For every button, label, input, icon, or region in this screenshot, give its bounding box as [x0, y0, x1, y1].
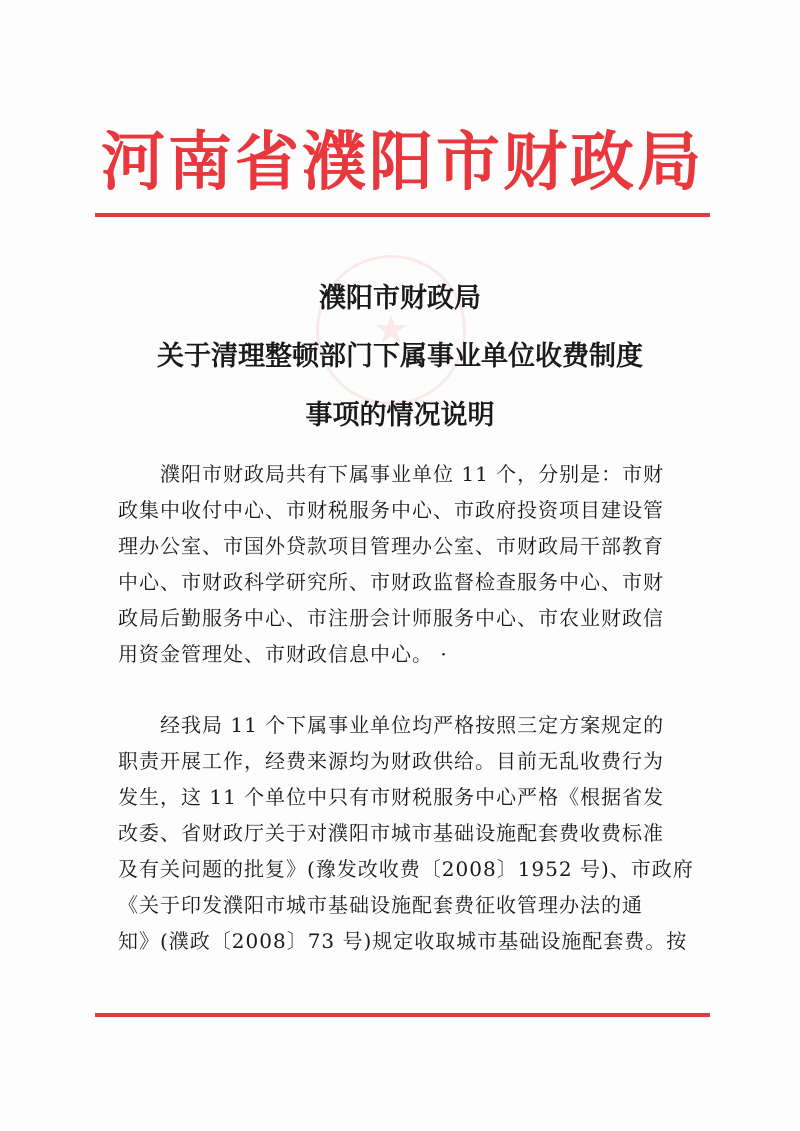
- paragraph-line: 及有关问题的批复》(豫发改收费〔2008〕1952 号)、市政府: [118, 857, 694, 881]
- paragraph-line: 改委、省财政厅关于对濮阳市城市基础设施配套费收费标准: [118, 821, 664, 845]
- paragraph-line: 中心、市财政科学研究所、市财政监督检查服务中心、市财: [118, 570, 664, 594]
- masthead-title: 河南省濮阳市财政局: [101, 126, 704, 200]
- body-paragraph-2: [118, 707, 710, 959]
- paragraph-line: 濮阳市财政局共有下属事业单位 11 个，分别是：市财: [118, 462, 665, 486]
- document-title-line-1: 濮阳市财政局: [319, 283, 481, 314]
- footer-red-rule: [95, 1013, 710, 1017]
- paragraph-line: 用资金管理处、市财政信息中心。 ·: [118, 642, 448, 666]
- paragraph-line: 政局后勤服务中心、市注册会计师服务中心、市农业财政信: [118, 606, 664, 630]
- paragraph-line: 发生，这 11 个单位中只有市财税服务中心严格《根据省发: [118, 785, 665, 809]
- seal-star-icon: ★: [373, 307, 409, 353]
- document-title-line-3: 事项的情况说明: [305, 400, 495, 431]
- paragraph-line: 理办公室、市国外贷款项目管理办公室、市财政局干部教育: [118, 534, 664, 558]
- paragraph-line: 政集中收付中心、市财税服务中心、市政府投资项目建设管: [118, 498, 664, 522]
- paragraph-line: 知》(濮政〔2008〕73 号)规定收取城市基础设施配套费。按: [118, 929, 688, 953]
- masthead-red-rule: [95, 213, 710, 217]
- paragraph-line: 《关于印发濮阳市城市基础设施配套费征收管理办法的通: [118, 893, 643, 917]
- body-paragraph-1: [118, 456, 710, 672]
- paragraph-line: 经我局 11 个下属事业单位均严格按照三定方案规定的: [118, 713, 665, 737]
- paragraph-line: 职责开展工作，经费来源均为财政供给。目前无乱收费行为: [118, 749, 664, 773]
- document-title-line-2: 关于清理整顿部门下属事业单位收费制度: [157, 341, 643, 372]
